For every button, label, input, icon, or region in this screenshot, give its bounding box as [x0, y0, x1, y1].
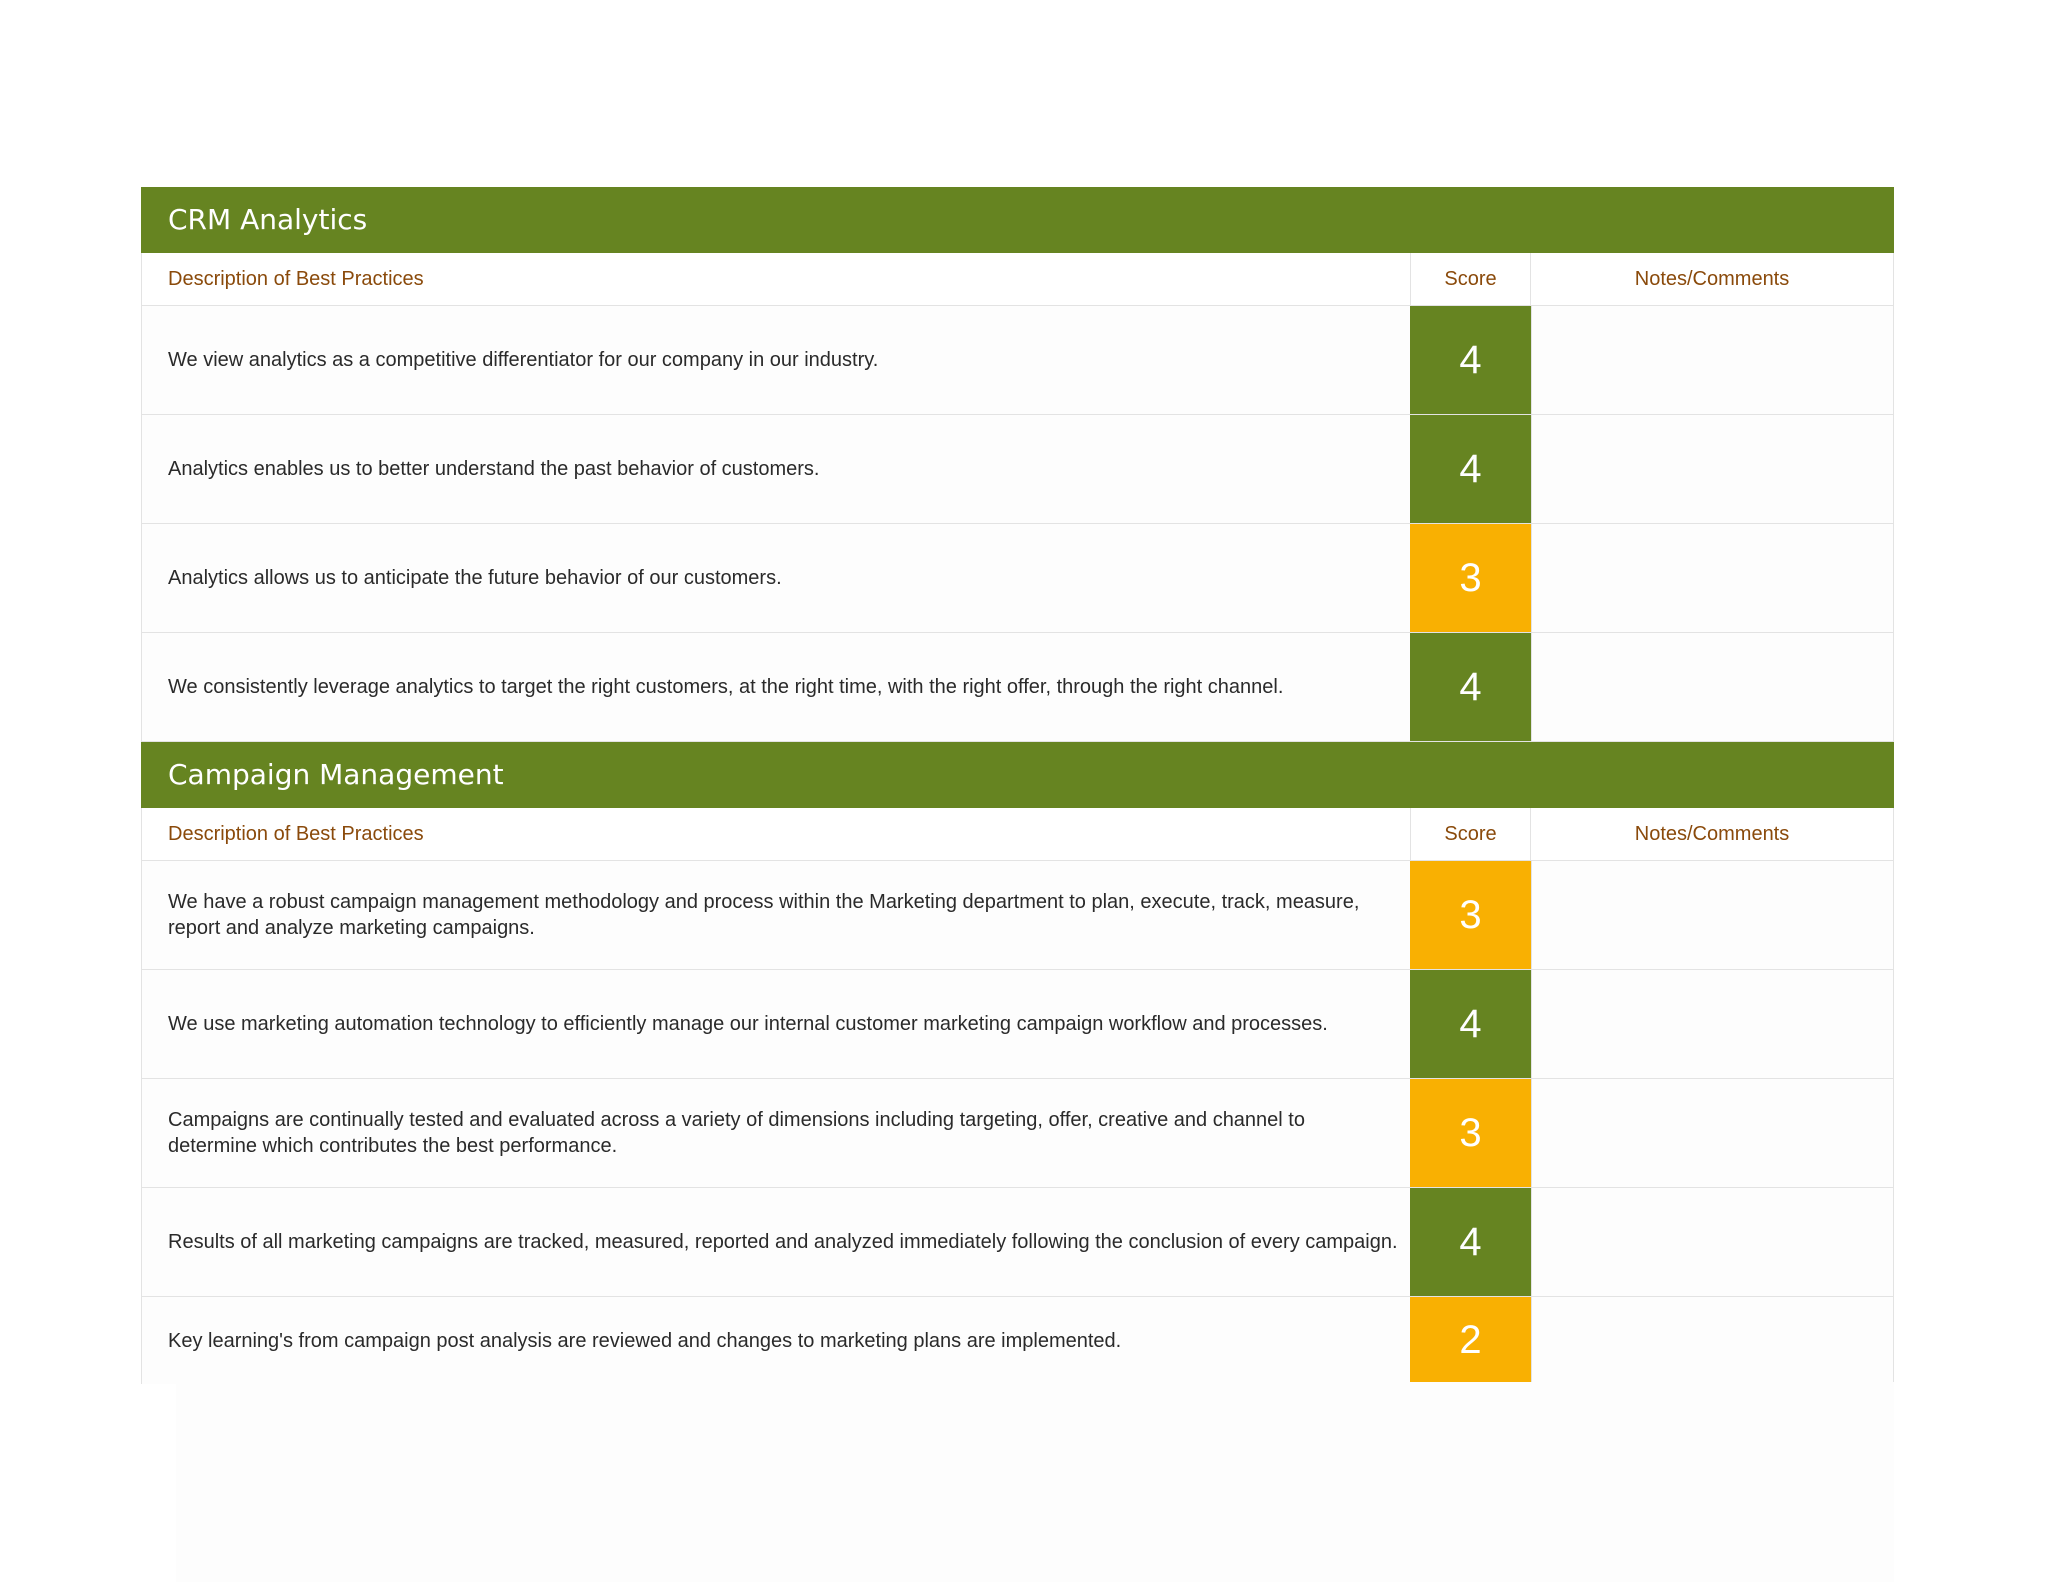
notes-cell[interactable]	[1531, 306, 1893, 414]
practice-description: We have a robust campaign management methodology and process within the Marketing department to plan, execute, track, measure, report and analyze marketing campaigns.	[168, 891, 1360, 939]
assessment-sheet	[141, 187, 1894, 1384]
practice-description: We consistently leverage analytics to target the right customers, at the right time, with the right offer, through the right channel.	[168, 676, 1284, 698]
score-cell[interactable]: 2	[1410, 1297, 1531, 1384]
score-cell[interactable]: 4	[1410, 970, 1531, 1078]
table-row	[141, 861, 1894, 970]
table-row	[141, 1079, 1894, 1188]
notes-cell[interactable]	[1531, 1079, 1893, 1187]
column-header-row	[141, 253, 1894, 306]
notes-cell[interactable]	[1531, 633, 1893, 741]
practice-description: Campaigns are continually tested and evaluated across a variety of dimensions including targeting, offer, creative and channel to determine which contributes the best performance.	[168, 1109, 1305, 1157]
section-title-campaign-management: Campaign Management	[141, 742, 1894, 808]
practice-description: We view analytics as a competitive differentiator for our company in our industry.	[168, 349, 879, 371]
notes-cell[interactable]	[1531, 970, 1893, 1078]
practice-description: Analytics enables us to better understand the past behavior of customers.	[168, 458, 820, 480]
notes-cell[interactable]	[1531, 1297, 1893, 1384]
practice-description: Results of all marketing campaigns are tracked, measured, reported and analyzed immediately following the conclusion of every campaign.	[168, 1231, 1398, 1253]
score-cell[interactable]: 4	[1410, 306, 1531, 414]
table-row	[141, 1297, 1894, 1384]
score-cell[interactable]: 3	[1410, 1079, 1531, 1187]
notes-cell[interactable]	[1531, 415, 1893, 523]
column-header-score: Score	[1410, 808, 1531, 860]
table-row	[141, 633, 1894, 742]
column-header-description: Description of Best Practices	[168, 823, 424, 845]
page-bottom-area	[176, 1382, 1894, 1582]
column-header-notes: Notes/Comments	[1634, 268, 1790, 290]
score-cell[interactable]: 4	[1410, 1188, 1531, 1296]
score-cell[interactable]: 3	[1410, 861, 1531, 969]
practice-description: Analytics allows us to anticipate the future behavior of our customers.	[168, 567, 782, 589]
column-header-notes: Notes/Comments	[1634, 823, 1790, 845]
practice-description: We use marketing automation technology to efficiently manage our internal customer marketing campaign workflow and processes.	[168, 1013, 1328, 1035]
notes-cell[interactable]	[1531, 861, 1893, 969]
score-cell[interactable]: 4	[1410, 415, 1531, 523]
score-cell[interactable]: 4	[1410, 633, 1531, 741]
table-row	[141, 524, 1894, 633]
column-header-score: Score	[1410, 253, 1531, 305]
notes-cell[interactable]	[1531, 524, 1893, 632]
notes-cell[interactable]	[1531, 1188, 1893, 1296]
table-row	[141, 415, 1894, 524]
table-row	[141, 970, 1894, 1079]
section-title-crm-analytics: CRM Analytics	[141, 187, 1894, 253]
practice-description: Key learning's from campaign post analysis are reviewed and changes to marketing plans are implemented.	[168, 1329, 1122, 1352]
table-row	[141, 306, 1894, 415]
column-header-description: Description of Best Practices	[168, 268, 424, 290]
score-cell[interactable]: 3	[1410, 524, 1531, 632]
table-row	[141, 1188, 1894, 1297]
column-header-row	[141, 808, 1894, 861]
